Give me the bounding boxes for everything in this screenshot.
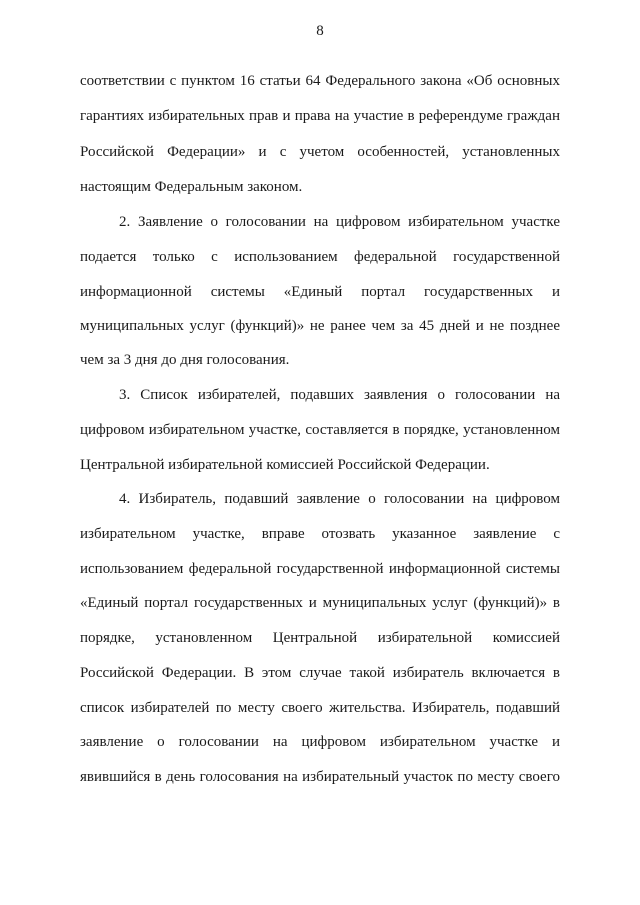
- text-line: Российской Федерации» и с учетом особенностей, установленных: [80, 144, 560, 160]
- text-line: гарантиях избирательных прав и права на участие в референдуме граждан: [80, 108, 560, 124]
- text-line: 4. Избиратель, подавший заявление о голосовании на цифровом: [119, 491, 560, 507]
- text-line: заявление о голосовании на цифровом избирательном участке и: [80, 734, 560, 750]
- text-line: информационной системы «Единый портал государственных и: [80, 284, 560, 300]
- text-line: Центральной избирательной комиссией Российской Федерации.: [80, 457, 490, 473]
- text-line: 2. Заявление о голосовании на цифровом избирательном участке: [119, 214, 560, 230]
- text-line: явившийся в день голосования на избирательный участок по месту своего: [80, 769, 560, 785]
- text-line: список избирателей по месту своего жительства. Избиратель, подавший: [80, 700, 560, 716]
- text-line: соответствии с пунктом 16 статьи 64 Федерального закона «Об основных: [80, 73, 560, 89]
- text-line: чем за 3 дня до дня голосования.: [80, 352, 290, 368]
- text-line: 3. Список избирателей, подавших заявления о голосовании на: [119, 387, 560, 403]
- text-line: «Единый портал государственных и муниципальных услуг (функций)» в: [80, 595, 560, 611]
- text-line: избирательном участке, вправе отозвать указанное заявление с: [80, 526, 560, 542]
- page-number: 8: [316, 23, 324, 39]
- text-line: использованием федеральной государственной информационной системы: [80, 561, 560, 577]
- text-line: настоящим Федеральным законом.: [80, 179, 303, 195]
- text-line: Российской Федерации. В этом случае такой избиратель включается в: [80, 665, 560, 681]
- text-line: порядке, установленном Центральной избирательной комиссией: [80, 630, 560, 646]
- text-line: муниципальных услуг (функций)» не ранее чем за 45 дней и не позднее: [80, 318, 560, 334]
- text-line: цифровом избирательном участке, составляется в порядке, установленном: [80, 422, 560, 438]
- text-line: подается только с использованием федеральной государственной: [80, 249, 560, 265]
